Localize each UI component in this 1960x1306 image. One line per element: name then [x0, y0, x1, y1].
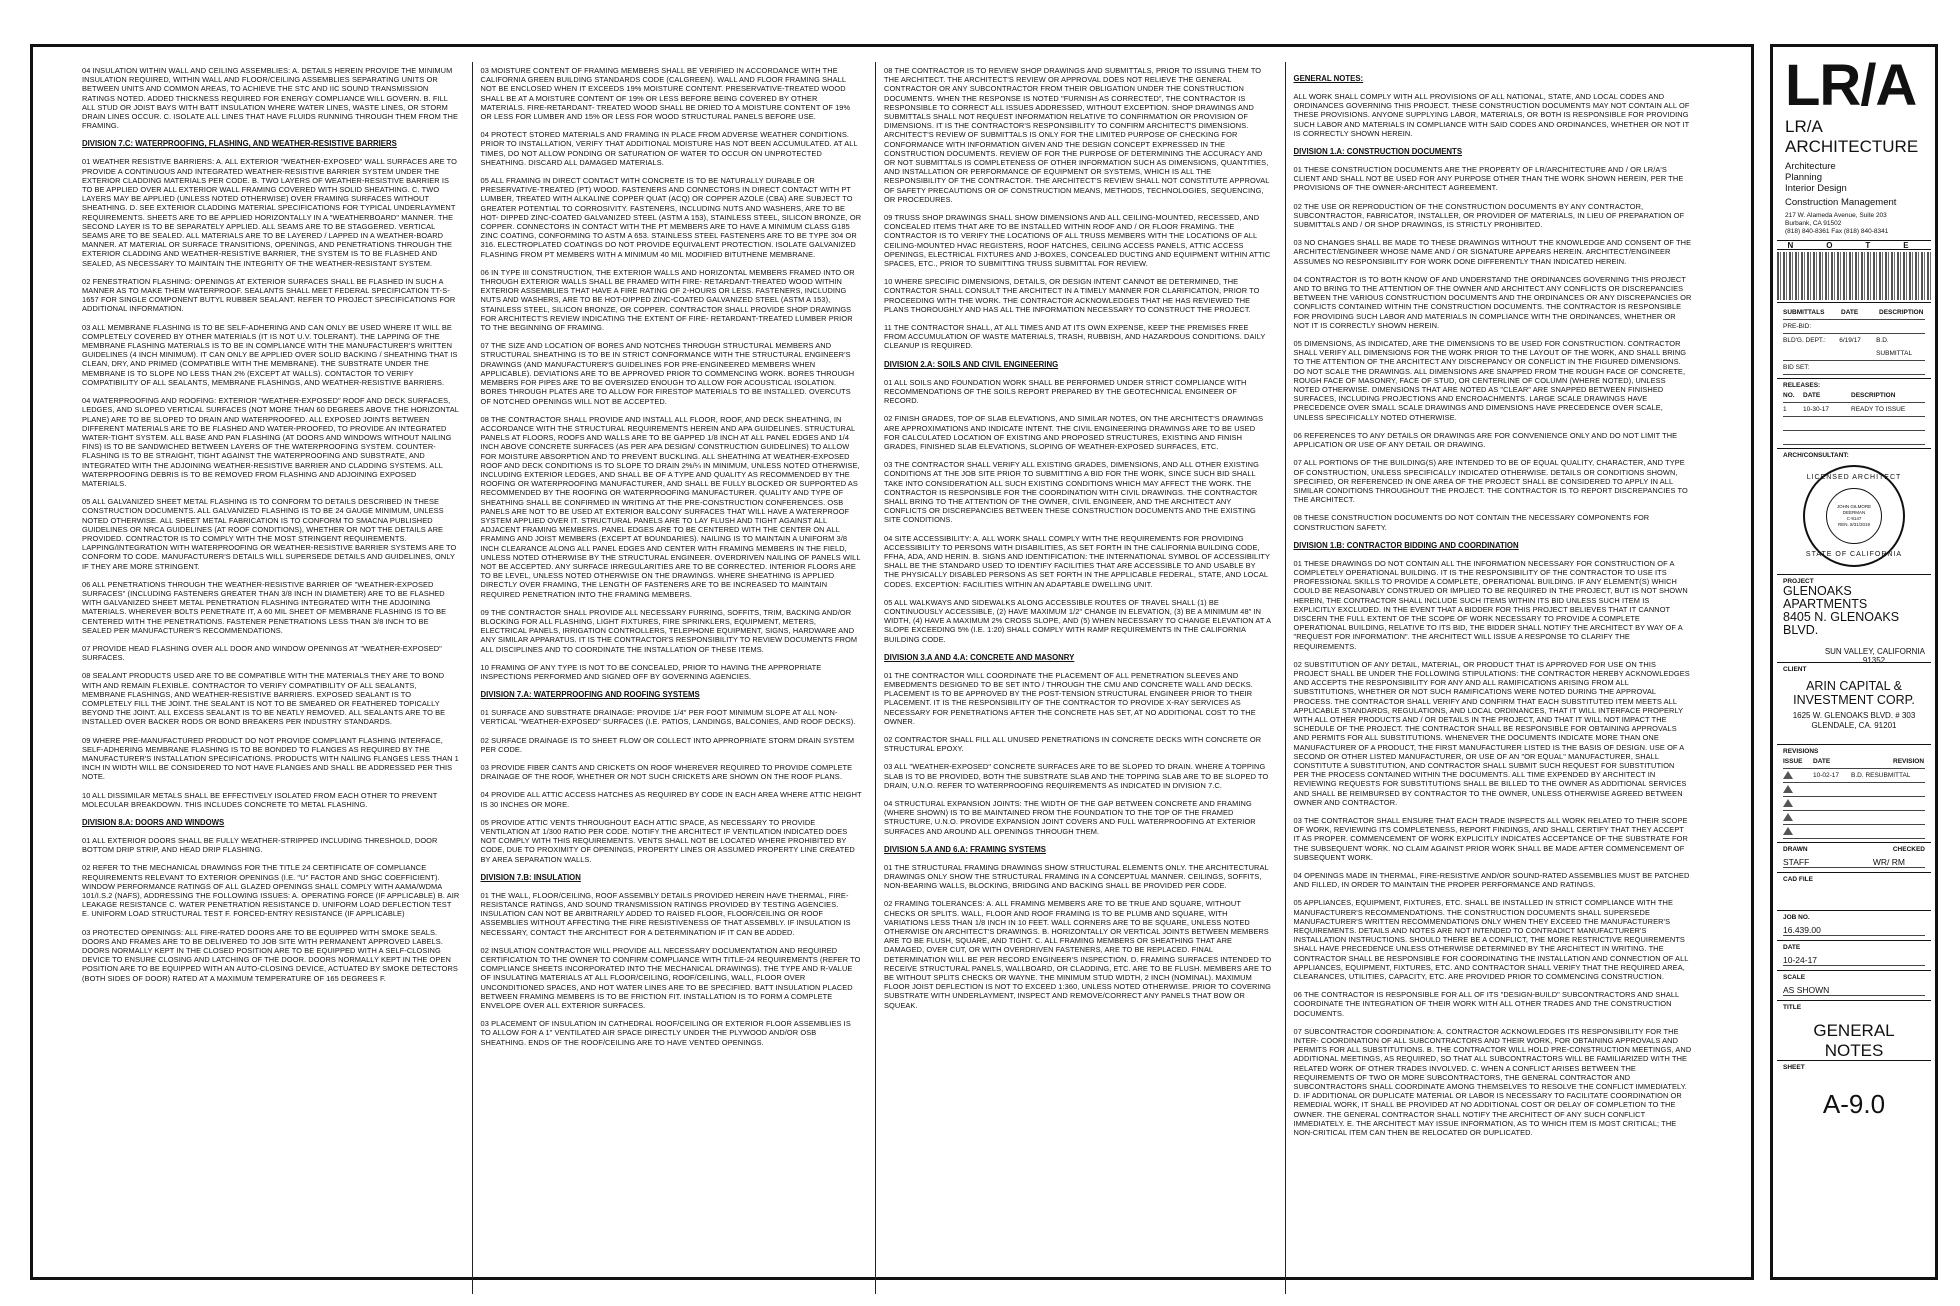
notes-column-4 — [1285, 62, 1704, 1294]
sheet-label: SHEET — [1783, 1064, 1805, 1071]
notes-bar-letter: T — [1865, 240, 1883, 250]
releases-header: DESCRIPTION — [1851, 392, 1896, 399]
note-paragraph: 08 THE CONTRACTOR SHALL PROVIDE AND INSTALL ALL FLOOR, ROOF, AND DECK SHEATHING, IN ACCORDANCE WITH THE STRUCTURAL REQUIREMENTS HEREIN AND APA GUIDELINES. STRUCTURAL PANELS AT FLOORS, ROOFS AND WALLS ARE TO BE GAPPED 1/8 INCH AT ALL PANEL EDGES AND 1/4 INCH ABOVE CONCRETE SURFACES (AS PER APA DESIGN/ CONSTRUCTION GUIDELINES) TO ALLOW FOR MOISTURE ABSORPTION AND TO PREVENT BUCKLING. ALL SHEATHING AT WEATHER-EXPOSED ROOF AND DECK CONDITIONS IS TO SLOPE TO DRAIN 2%/¼ IN MINIMUM, UNLESS NOTED OTHERWISE, INCLUDING EXTERIOR LEDGES, AND SHALL BE OF A TYPE AND QUALITY AS RECOMMENDED BY THE ROOFING OR WATERPROOFING MANUFACTURER, AND SHALL BE FULLY BLOCKED OR SUPPORTED AS RECOMMENDED BY THE ROOFING OR WATERPROOFING MANUFACTURER. QUALITY AND TYPE OF SHEATHING SHALL BE CONFIRMED IN WRITING AT THE PRE-CONSTRUCTION CONFERENCES. OSB PANELS ARE NOT TO BE USED AT EXTERIOR BALCONY SURFACES THAT WILL HAVE A WATERPROOF SYSTEM APPLIED OVER IT. STRUCTURAL PANELS ARE TO LAY FLUSH AND TIGHT AGAINST ALL ADJACENT FRAMING MEMBERS. PANEL EDGES ARE TO BE CENTERED WITH THE CENTER ON ALL FRAMING AND JOIST MEMBERS (EXCEPT AT BOUNDARIES). NAILING IS TO MAINTAIN A UNIFORM 3/8 INCH CLEARANCE ALONG ALL PANEL EDGES AND CENTER WITH FRAMING MEMBERS IN THE FIELD, UNLESS NOTED OTHERWISE BY THE STRUCTURAL ENGINEER. OVERDRIVEN NAILING OF PANELS WILL NOT BE ACCEPTED. ANY SURFACE IRREGULARITIES ARE TO BE CORRECTED. INTERIOR FLOORS ARE TO BE LEVEL, UNLESS NOTED OTHERWISE ON THE DRAWINGS. WHERE SHEATHING IS APPLIED DIRECTLY OVER FRAMING, THE LENGTH OF FASTENERS ARE TO BE INCREASED TO MAINTAIN REQUIRED PENETRATION INTO THE FRAMING MEMBERS. — [480, 414, 861, 599]
division-heading: DIVISION 7.A: WATERPROOFING AND ROOFING SYSTEMS — [480, 690, 700, 700]
date-label: DATE — [1783, 944, 1801, 951]
notes-bar-letter: O — [1826, 240, 1845, 250]
revision-delta-icon — [1783, 785, 1793, 793]
note-paragraph: 04 PROTECT STORED MATERIALS AND FRAMING IN PLACE FROM ADVERSE WEATHER CONDITIONS. PRIOR TO INSTALLATION, VERIFY THAT ADDITIONAL MOISTURE HAS NOT BEEN ACCUMULATED. AT ALL TIMES, DO NOT ALLOW PONDING OR SATURATION OF WATER TO OCCUR ON UNPROTECTED SHEATHING. DISCARD ALL DAMAGED MATERIALS. — [480, 130, 858, 167]
title-block — [1770, 44, 1938, 1280]
note-paragraph: ALL WORK SHALL COMPLY WITH ALL PROVISIONS OF ALL NATIONAL, STATE, AND LOCAL CODES AND ORDINANCES GOVERNING THIS PROJECT. THESE CONSTRUCTION DOCUMENTS MAY NOT CONTAIN ALL OF THESE PROVISIONS. ANYONE SUPPLYING LABOR, MATERIALS, OR BOTH IS RESPONSIBLE FOR PROVIDING SUCH LABOR AND MATERIALS IN COMPLIANCE WITH SAID CODES AND ORDINANCES, WHETHER OR NOT IT IS CORRECTLY SHOWN HEREIN. — [1293, 92, 1690, 138]
note-paragraph: 03 PROVIDE FIBER CANTS AND CRICKETS ON ROOF WHEREVER REQUIRED TO PROVIDE COMPLETE DRAINAGE OF THE ROOF, WHETHER OR NOT SUCH CRICKETS ARE SHOWN ON THE ROOF PLANS. — [480, 763, 853, 782]
note-paragraph: 01 SURFACE AND SUBSTRATE DRAINAGE: PROVIDE 1/4" PER FOOT MINIMUM SLOPE AT ALL NON-VERTICAL "WEATHER-EXPOSED" SURFACES (I.E. PATIOS, LANDINGS, BALCONIES, AND ROOF DECKS). — [480, 708, 856, 727]
fine-print-block — [1777, 252, 1931, 300]
division-heading: DIVISION 8.A: DOORS AND WINDOWS — [82, 818, 225, 828]
project-name: GLENOAKS APARTMENTS — [1783, 584, 1868, 611]
release-description: READY TO ISSUE — [1851, 406, 1906, 413]
notes-bar-letter: E — [1903, 240, 1921, 250]
revisions-table — [1777, 744, 1931, 842]
note-paragraph: 01 ALL EXTERIOR DOORS SHALL BE FULLY WEATHER-STRIPPED INCLUDING THRESHOLD, DOOR BOTTOM DRIP STRIP, AND HEAD DRIP FLASHING. — [82, 836, 438, 855]
note-paragraph: 02 INSULATION CONTRACTOR WILL PROVIDE ALL NECESSARY DOCUMENTATION AND REQUIRED CERTIFICATION TO THE OWNER TO CONFIRM COMPLIANCE WITH TITLE-24 REQUIREMENTS (REFER TO COMPLIANCE SHEETS INCORPORATED INTO THE MECHANICAL DRAWINGS). THE TYPE AND R-VALUE OF INSULATING MATERIALS AT ALL FLOOR/CEILING, ROOF/CEILING, WALL, FLOOR OVER UNCONDITIONED SPACES, AND HOT WATER LINES ARE TO BE SPECIFIED. BATT INSULATION PLACED BETWEEN FRAMING MEMBERS IS TO BE FRICTION FIT. INSTALLATION IS TO FORM A COMPLETE ENVELOPE OVER ALL EXTERIOR SURFACES. — [480, 945, 861, 1011]
firm-service: Construction Management — [1785, 197, 1897, 208]
note-paragraph: 01 WEATHER RESISTIVE BARRIERS: A. ALL EXTERIOR "WEATHER-EXPOSED" WALL SURFACES ARE TO PROVIDE A CONTINUOUS AND INTEGRATED WEATHER-RESISTIVE BARRIER SYSTEM UNDER THE EXTERIOR CLADDING MATERIALS PER CODE. B. TWO LAYERS OF WEATHER-RESISTIVE BARRIER IS TO BE APPLIED OVER ALL EXTERIOR WALL FRAMING COVERED WITH SOLID SHEATHING. C. TWO LAYERS MAY BE APPLIED (UNLESS NOTED OTHERWISE) OVER FRAMING SURFACES WITHOUT SHEATHING. D. SEE EXTERIOR CLADDING MATERIAL SPECIFICATIONS FOR TYPICAL UNDERLAYMENT REQUIREMENTS. SHEETS ARE TO BE APPLIED HORIZONTALLY IN A "WEATHERBOARD" MANNER. THE SECOND LAYER IS TO BE SEPARATELY APPLIED. ALL SEAMS ARE TO BE STAGGERED. VERTICAL SEAMS ARE TO BE SEALED. ALL MATERIALS ARE TO BE LAYERED / LAPPED IN A WEATHER-BOARD MANNER. AT MATERIAL OR SURFACE TRANSITIONS, OPENINGS, AND PENETRATIONS THROUGH THE EXTERIOR CLADDING AND WEATHER-RESISTIVE BARRIER, THE SYSTEM IS TO BE FLASHED AND SEALED, AS NECESSARY TO MAINTAIN THE INTEGRITY OF THE WEATHER-RESISTANT SYSTEM. — [82, 157, 458, 268]
consultant-label: ARCH/CONSULTANT: — [1783, 452, 1849, 459]
note-paragraph: 06 THE CONTRACTOR IS RESPONSIBLE FOR ALL OF ITS "DESIGN-BUILD" SUBCONTRACTORS AND SHALL COORDINATE THE INTEGRATION OF THEIR WORK WITH ALL OTHER TRADES AND THE CONSTRUCTION DOCUMENTS. — [1293, 990, 1679, 1018]
drawn-field — [1777, 842, 1931, 872]
note-paragraph: 06 REFERENCES TO ANY DETAILS OR DRAWINGS ARE FOR CONVENIENCE ONLY AND DO NOT LIMIT THE APPLICATION OR USE OF ANY DETAIL OR DRAWING. — [1293, 430, 1678, 450]
note-paragraph: 04 WATERPROOFING AND ROOFING: EXTERIOR "WEATHER-EXPOSED" ROOF AND DECK SURFACES, LEDGES, AND SLOPED VERTICAL SURFACES (NOT MORE THAN 60 DEGREES ABOVE THE HORIZONTAL PLANE) ARE TO BE SLOPED TO DRAIN AND WATERPROOFED. ALL EXPOSED JOINTS BETWEEN DIFFERENT MATERIALS ARE TO BE FLASHED AND WATER-PROOFED, TO PROVIDE AN INTEGRATED WATER-TIGHT SYSTEM. ALL BASE AND PAN FLASHING (AT DOORS AND WINDOWS WITHOUT NAILING FINS) IS TO BE SANDWICHED BETWEEN LAYERS OF THE WATERPROOFING SYSTEM. COUNTER-FLASHING IS TO BE STRAIGHT, TIGHT AGAINST THE WATERPROOFING AND SUBSTRATE, AND INTEGRATED WITH THE ADJOINING WEATHER-RESISTIVE BARRIER AND CLADDING SYSTEMS. ALL WATERPROOFING DEBRIS IS TO BE REMOVED FROM FLASHING AND ADJOINING EXPOSED MATERIALS. — [82, 396, 459, 488]
client-address: 1625 W. GLENOAKS BLVD. # 303 — [1792, 711, 1916, 720]
seal-center — [1826, 488, 1882, 544]
project-section — [1777, 574, 1931, 665]
client-section — [1777, 662, 1931, 744]
note-paragraph: 03 THE CONTRACTOR SHALL VERIFY ALL EXISTING GRADES, DIMENSIONS, AND ALL OTHER EXISTING CONDITIONS AT THE JOB SITE PRIOR TO SUBMITTING A BID FOR THE WORK, SINCE SUCH BID SHALL TAKE INTO CONSIDERATION ALL SUCH EXISTING CONDITIONS WHICH MAY AFFECT THE WORK. THE CONTRACTOR IS RESPONSIBLE FOR THE COORDINATION WITH CIVIL DRAWINGS. THE CONTRACTOR SHALL BRING TO THE ATTENTION OF THE OWNER, CIVIL ENGINEER, AND THE ARCHITECT ANY CONFLICTS OR DISCREPANCIES BETWEEN THESE CONSTRUCTION DOCUMENTS AND THE EXISTING SITE CONDITIONS. — [884, 460, 1259, 525]
submittal-label: BID SET: — [1783, 364, 1810, 371]
checked-label: CHECKED — [1892, 846, 1925, 853]
division-heading: DIVISION 5.A AND 6.A: FRAMING SYSTEMS — [884, 844, 1046, 854]
job-number-label: JOB NO. — [1783, 914, 1810, 921]
project-label: PROJECT — [1783, 578, 1814, 585]
releases-header: NO. — [1783, 392, 1795, 399]
note-paragraph: 04 SITE ACCESSIBILITY: A. ALL WORK SHALL COMPLY WITH THE REQUIREMENTS FOR PROVIDING ACCESSIBILITY TO PERSONS WITH DISABILITIES, AS SET FORTH IN THE CALIFORNIA BUILDING CODE, FFHA, ADA, AND HERIN. B. SIGNS AND IDENTIFICATION: THE INTERNATIONAL SYMBOL OF ACCESSIBILITY SHALL BE THE STANDARD USED TO IDENTIFY FACILITIES THAT ARE ACCESSIBLE TO AND USABLE BY THE PHYSICALLY DISABLED PERSONS AS SET FORTH IN THE APPLICABLE FEDERAL, STATE, AND LOCAL CODES. EXCEPTION: FACILITIES WITHIN AN ADAPTABLE DWELLING UNIT. — [884, 533, 1270, 589]
note-paragraph: 01 THE CONTRACTOR WILL COORDINATE THE PLACEMENT OF ALL PENETRATION SLEEVES AND EMBEDMENTS DESIGNED TO BE SET INTO / THROUGH THE CMU AND CONCRETE WALL AND DECKS. PLACEMENT IS TO BE APPROVED BY THE POST-TENSION STRUCTURAL ENGINEER PRIOR TO THEIR PLACEMENT. IT IS THE RESPONSIBILITY OF THE CONTRACTOR TO PROVIDE X-RAY SERVICES AS NECESSARY FOR PENETRATIONS AFTER THE CONCRETE HAS SET, AT NO ADDITIONAL COST TO THE OWNER. — [884, 670, 1256, 726]
cad-file-label: CAD FILE — [1783, 876, 1813, 883]
client-city: GLENDALE, CA. 91201 — [1811, 721, 1897, 730]
revision-delta-icon — [1783, 827, 1793, 835]
firm-logo: LR/A — [1785, 53, 1917, 118]
notes-column-1 — [74, 62, 472, 1294]
note-paragraph: 08 THESE CONSTRUCTION DOCUMENTS DO NOT CONTAIN THE NECESSARY COMPONENTS FOR CONSTRUCTION SAFETY. — [1293, 513, 1650, 532]
architect-seal — [1803, 465, 1905, 567]
release-number: 1 — [1783, 406, 1787, 413]
notes-column-3 — [875, 62, 1285, 1294]
note-paragraph: 03 PLACEMENT OF INSULATION IN CATHEDRAL ROOF/CEILING OR EXTERIOR FLOOR ASSEMBLIES IS TO ALLOW FOR A 1" VENTILATED AIR SPACE DIRECTLY UNDER THE PLYWOOD AND/OR OSB SHEATHING. ENDS OF THE ROOF/CEILING ARE TO HAVE VENTED OPENINGS. — [480, 1019, 851, 1047]
notes-area — [74, 62, 1704, 1294]
note-paragraph: 05 ALL GALVANIZED SHEET METAL FLASHING IS TO CONFORM TO DETAILS DESCRIBED IN THESE CONSTRUCTION DOCUMENTS. ALL GALVANIZED FLASHING IS TO BE 24 GAUGE MINIMUM, UNLESS NOTED OTHERWISE. ALL SHEET METAL FABRICATION IS TO CONFORM TO SMACNA PUBLISHED GUIDELINES OR NRCA GUIDELINES (AT ROOF CONDITIONS), WHETHER OR NOT THE DETAILS ARE PROVIDED. CONTRACTOR IS TO COMPLY WITH THE MOST STRINGENT REQUIREMENTS. LAPPING/INTEGRATION WITH WATERPROOFING OR WEATHER-RESISTIVE BARRIER SYSTEMS ARE TO CONFORM TO CODE. MANUFACTURER'S DETAILS WILL SUPERSEDE DETAILS AND GUIDELINES, ONLY IF THEY ARE MORE STRINGENT. — [82, 497, 457, 571]
scale-label: SCALE — [1783, 974, 1806, 981]
note-paragraph: 01 THESE CONSTRUCTION DOCUMENTS ARE THE PROPERTY OF LR/ARCHITECTURE AND / OR LR/A'S CLIENT AND SHALL NOT BE USED FOR ANY PURPOSE OTHER THAN THE WORK SHOWN HEREIN, PER THE PROVISIONS OF THE OWNER-ARCHITECT AGREEMENT. — [1293, 165, 1684, 193]
revisions-header: ISSUE — [1783, 758, 1803, 765]
firm-phone: (818) 840-8361 Fax (818) 840-8341 — [1785, 228, 1889, 235]
releases-label: RELEASES: — [1783, 382, 1821, 389]
note-paragraph: 04 PROVIDE ALL ATTIC ACCESS HATCHES AS REQUIRED BY CODE IN EACH AREA WHERE ATTIC HEIGHT IS 30 INCHES OR MORE. — [480, 790, 862, 809]
firm-address: 217 W. Alameda Avenue, Suite 203 — [1785, 212, 1887, 219]
seal-line: C-9147 — [1846, 516, 1862, 521]
division-heading: DIVISION 3.A AND 4.A: CONCRETE AND MASONRY — [884, 652, 1075, 662]
title-label: TITLE — [1783, 1004, 1802, 1011]
note-paragraph: 01 THE WALL, FLOOR/CEILING, ROOF ASSEMBLY DETAILS PROVIDED HEREIN HAVE THERMAL, FIRE-RESISTANCE RATINGS, AND SOUND TRANSMISSION RATINGS PROVIDED BY TESTING AGENCIES. INSULATION CAN NOT BE ARBITRARILY ADDED TO RAISED FLOOR, FLOOR/CEILING OR ROOF ASSEMBLIES WITHOUT AFFECTING THE FIRE RESISTIVENESS OF THAT ASSEMBLY. IF INSULATION IS NECESSARY, CONTACT THE ARCHITECT FOR A DETERMINATION IF IT CAN BE ADDED. — [480, 890, 851, 937]
note-paragraph: 09 WHERE PRE-MANUFACTURED PRODUCT DO NOT PROVIDE COMPLIANT FLASHING INTERFACE, SELF-ADHERING MEMBRANE FLASHING IS TO BE BONDED TO FLANGES AS REQUIRED BY THE MANUFACTURER'S INSTALLATION SPECIFICATIONS. PRODUCTS WITH NAILING FLANGES LESS THAN 1 INCH IN WIDTH WILL BE CONSIDERED TO NOT HAVE FLANGES AND SHALL BE ADDRESSED PER THIS NOTE. — [82, 735, 459, 782]
project-zip: 91352 — [1862, 656, 1886, 665]
releases-header: DATE — [1803, 392, 1821, 399]
notes-bar — [1777, 240, 1931, 250]
releases-table — [1777, 378, 1931, 448]
note-paragraph: 02 THE USE OR REPRODUCTION OF THE CONSTRUCTION DOCUMENTS BY ANY CONTRACTOR, SUBCONTRACTOR, FABRICATOR, INSTALLER, OR PROVIDER OF MATERIALS, IN LIEU OF PREPARATION OF SUBMITTALS AND / OR SHOP DRAWINGS, IS STRICTLY PROHIBITED. — [1293, 201, 1685, 230]
note-paragraph: 03 PROTECTED OPENINGS: ALL FIRE-RATED DOORS ARE TO BE EQUIPPED WITH SMOKE SEALS. DOORS AND FRAMES ARE TO BE DELIVERED TO JOB SITE WITH PERMANENT APPROVED LABELS. DOORS NORMALLY KEPT IN THE CLOSED POSITION ARE TO BE EQUIPPED WITH A SELF-CLOSING DEVICE TO ENSURE CLOSING AND LATCHING OF THE DOOR. DOORS NORMALLY KEPT IN THE OPEN POSITION ARE TO BE EQUIPPED WITH AN AUTO-CLOSING DEVICE, ACTUATED BY SMOKE DETECTORS (BOTH SIDES OF DOOR) RATED AT A MAXIMUM TEMPERATURE OF 165 DEGREES F. — [82, 927, 458, 983]
note-paragraph: 02 CONTRACTOR SHALL FILL ALL UNUSED PENETRATIONS IN CONCRETE DECKS WITH CONCRETE OR STRUCTURAL EPOXY. — [884, 734, 1262, 754]
note-paragraph: 10 WHERE SPECIFIC DIMENSIONS, DETAILS, OR DESIGN INTENT CANNOT BE DETERMINED, THE CONTRACTOR SHALL CONSULT THE ARCHITECT IN A TIMELY MANNER FOR CLARIFICATION, PRIOR TO PROCEEDING WITH THE WORK. THE CONTRACTOR ACKNOWLEDGES THAT HE HAS REVIEWED THE PLANS THOROUGHLY AND HAS ALL THE INFORMATION NECESSARY TO CONSTRUCT THE PROJECT. — [884, 277, 1260, 314]
firm-service: Interior Design — [1785, 183, 1847, 194]
revision-delta-icon — [1783, 799, 1793, 807]
note-paragraph: 02 SUBSTITUTION OF ANY DETAIL, MATERIAL, OR PRODUCT THAT IS APPROVED FOR USE ON THIS PROJECT SHALL BE UNDER THE FOLLOWING STIPULATIONS: THE CONTRACTOR HEREBY ACKNOWLEDGES AND ACCEPTS THE RESPONSIBILITY FOR ANY AND ALL RAMIFICATIONS ARISING FROM ALL SUBSTITUTIONS, WHETHER OR NOT SUCH RAMIFICATIONS WERE NOTED DURING THE APPROVAL PROCESS. THE CONTRACTOR SHALL VERIFY AND CONFIRM THAT EACH SUBSTITUTED ITEM MEETS ALL APPLICABLE STANDARDS, REGULATIONS, AND LOCAL ORDINANCES, THAT IT WILL INTERFACE PROPERLY WITH ALL OTHER PRODUCTS AND / OR DETAILS IN THE PROJECT, AND THAT IT WILL NOT IMPACT THE SCHEDULE OF THE PROJECT. THE CONTRACTOR SHALL BE RESPONSIBLE FOR OBTAINING APPROVALS AND PERMITS FOR ALL SUBSTITUTIONS. WHENEVER THE DOCUMENTS INDICATE MORE THAN ONE MANUFACTURER OF A PRODUCT, THE FIRST MANUFACTURER LISTED IS THE BASIS OF DESIGN. USE OF A SECOND OR OTHER LISTED MANUFACTURER, OR USE OF AN "OR EQUAL" MANUFACTURER, SHALL CONSTITUTE A SUBSTITUTION, AND CONTRACTOR SHALL SUBMIT SUCH REQUEST FOR SUBSTITUTION PER THE PROCESS CONTAINED WITHIN THE DOCUMENTS. ALL TIME EXPENDED BY ARCHITECT IN REVIEWING REQUESTS FOR SUBSTITUTIONS SHALL BE BILLED TO THE OWNER AS ADDITIONAL SERVICES AND SHALL BE REIMBURSED BY CONTRACTOR TO THE OWNER, UNLESS OTHERWISE AGREED BETWEEN OWNER AND CONTRACTOR. — [1293, 659, 1690, 807]
division-heading: DIVISION 1.A: CONSTRUCTION DOCUMENTS — [1293, 147, 1463, 157]
revision-date: 10-02-17 — [1813, 772, 1840, 779]
note-paragraph: 07 ALL PORTIONS OF THE BUILDING(S) ARE INTENDED TO BE OF EQUAL QUALITY, CHARACTER, AND TYPE OF CONSTRUCTION, UNLESS SPECIFICALLY INDICATED OTHERWISE. DETAILS OR CONDITIONS SHOWN, SPECIFIED, OR REFERENCED IN ONE AREA OF THE PROJECT SHALL BE CONSIDERED TO APPLY IN ALL SIMILAR CONDITIONS THROUGHOUT THE PROJECT. THE CONTRACTOR IS TO REPORT DISCREPANCIES TO THE ARCHITECT. — [1293, 458, 1688, 505]
division-heading: GENERAL NOTES: — [1293, 74, 1364, 83]
submittals-header: SUBMITTALS — [1783, 309, 1825, 316]
note-paragraph: 11 THE CONTRACTOR SHALL, AT ALL TIMES AND AT ITS OWN EXPENSE, KEEP THE PREMISES FREE FROM ACCUMULATION OF WASTE MATERIALS, TRASH, RUBBISH, AND HAZARDOUS CONDITIONS. DAILY CLEANUP IS REQUIRED. — [884, 323, 1266, 351]
note-paragraph: 08 THE CONTRACTOR IS TO REVIEW SHOP DRAWINGS AND SUBMITTALS, PRIOR TO ISSUING THEM TO THE ARCHITECT. THE ARCHITECT'S REVIEW OR APPROVAL DOES NOT RELIEVE THE GENERAL CONTRACTOR OR ANY SUBCONTRACTOR FROM THEIR OBLIGATION UNDER THE CONSTRUCTION DOCUMENTS. WHEN THE RESPONSE IS NOTED "FURNISH AS CORRECTED", THE CONTRACTOR IS RESPONSIBLE TO CORRECT ALL ISSUES ADDRESSED, WITHOUT EXCEPTION. SHOP DRAWINGS AND SUBMITTALS SHALL NOT REQUEST INFORMATION RELATIVE TO CONFIRMATION OR PROVISION OF DIMENSIONS. IT IS THE CONTRACTOR'S RESPONSIBILITY TO CONFIRM ARCHITECT'S DIMENSIONS. ARCHITECT'S REVIEW OF SUBMITTALS IS ONLY FOR THE LIMITED PURPOSE OF CHECKING FOR CONFORMANCE WITH INFORMATION GIVEN AND THE DESIGN CONCEPT EXPRESSED IN THE CONSTRUCTION DOCUMENTS. REVIEW OF FOR THE PURPOSE OF DETERMINING THE ACCURACY AND OR NOT SUBMITTALS IS COMPLETENESS OF OTHER INFORMATION SUCH AS DIMENSIONS, QUANTITIES, AND INSTALLATION OR PERFORMANCE OF EQUIPMENT OR SYSTEMS, WHICH IS ALL THE RESPONSIBILITY OF THE CONTRACTOR. THE ARCHITECT'S REVIEW SHALL NOT CONSTITUTE APPROVAL OF SAFETY PRECAUTIONS OR OF CONSTRUCTION MEANS, METHODS, TECHNOLOGIES, SEQUENCING, OR PROCEDURES. — [884, 66, 1270, 204]
revision-description: B.D. RESUBMITTAL — [1851, 772, 1911, 779]
note-paragraph: 02 SURFACE DRAINAGE IS TO SHEET FLOW OR COLLECT INTO APPROPRIATE STORM DRAIN SYSTEM PER CODE. — [480, 735, 855, 754]
notes-column-2 — [472, 62, 876, 1294]
note-paragraph: 04 OPENINGS MADE IN THERMAL, FIRE-RESISTIVE AND/OR SOUND-RATED ASSEMBLIES MUST BE PATCHED AND FILLED, IN ORDER TO MAINTAIN THE PROPER PERFORMANCE AND RATINGS. — [1293, 871, 1690, 890]
consultant-section — [1777, 448, 1931, 574]
submittal-date: 6/19/17 — [1839, 337, 1861, 344]
title-field — [1777, 1000, 1931, 1060]
release-date: 10-30-17 — [1803, 406, 1830, 413]
note-paragraph: 03 MOISTURE CONTENT OF FRAMING MEMBERS SHALL BE VERIFIED IN ACCORDANCE WITH THE CALIFORNIA GREEN BUILDING STANDARDS CODE (CALGREEN). WALL AND FLOOR FRAMING SHALL NOT BE ENCLOSED WHEN IT EXCEEDS 19% MOISTURE CONTENT. PRESERVATIVE-TREATED WOOD SHALL BE AT A MOISTURE CONTENT OF 19% OR LESS BEFORE BEING COVERED BY OTHER MATERIALS. FIRE-RETARDANT- TREATED WOOD SHALL BE DRIED TO A MOISTURE CONTENT OF 19% OR LESS FOR LUMBER AND 15% OR LESS FOR WOOD STRUCTURAL PANELS BEFORE USE. — [480, 66, 851, 122]
sheet-title: GENERAL NOTES — [1813, 1021, 1895, 1060]
note-paragraph: 04 INSULATION WITHIN WALL AND CEILING ASSEMBLIES: A. DETAILS HEREIN PROVIDE THE MINIMUM INSULATION REQUIRED, WITHIN WALL AND FLOOR/CEILING ASSEMBLIES SEPARATING UNITS OR BETWEEN UNITS AND COMMON AREAS, TO ACHIEVE THE STC AND IIC SOUND TRANSMISSION RATINGS NOTED. ADDED THICKNESS REQUIRED FOR ENERGY COMPLIANCE WILL GOVERN. B. FILL ALL STUD OR JOIST BAYS WITH BATT INSULATION WHERE WATER LINES, WASTE LINES, OR STORM DRAIN LINES OCCUR. C. ISOLATE ALL LINES THAT HAVE FLUIDS RUNNING THROUGH THEM FROM THE FRAMING. — [82, 66, 458, 131]
submittals-table — [1777, 302, 1931, 378]
revisions-header: DATE — [1813, 758, 1831, 765]
note-paragraph: 06 ALL PENETRATIONS THROUGH THE WEATHER-RESISTIVE BARRIER OF "WEATHER-EXPOSED SURFACES" (INCLUDING FASTENERS GREATER THAN 3/8 INCH IN DIAMETER) ARE TO BE FLASHED WITH GALVANIZED SHEET METAL PENETRATION FLASHING INTEGRATED WITH THE ADJOINING MATERIALS. WHEREVER BOLTS PENETRATE IT, A 60 MIL SHEET OF MEMBRANE FLASHING IS TO BE CENTERED WITH THE PENETRATIONS. FASTENER PENETRATIONS LESS THAN 3/8 INCH TO BE SEALED PER MANUFACTURER'S RECOMMENDATIONS. — [82, 579, 447, 635]
submittal-label: PRE-BID: — [1783, 323, 1812, 330]
note-paragraph: 02 FENESTRATION FLASHING: OPENINGS AT EXTERIOR SURFACES SHALL BE FLASHED IN SUCH A MANNER AS TO MAKE THEM WATERPROOF. SEALANTS SHALL MEET FEDERAL SPECIFICATION TT-S-1657 FOR SINGLE COMPONENT BUTYL RUBBER SEALANT. REFER TO PROJECT SPECIFICATIONS FOR ADDITIONAL INFORMATION. — [82, 276, 456, 314]
drawn-label: DRAWN — [1783, 846, 1808, 853]
note-paragraph: 05 ALL FRAMING IN DIRECT CONTACT WITH CONCRETE IS TO BE NATURALLY DURABLE OR PRESERVATIVE-TREATED (PT) WOOD. FASTENERS AND CONNECTORS IN DIRECT CONTACT WITH PT LUMBER, TREATED WITH ALKALINE COPPER QUAT (ACQ) OR COPPER AZOLE (CBA) ARE SUBJECT TO GREATER POTENTIAL TO CORROSIVITY. FASTENERS, INCLUDING NUTS AND WASHERS, ARE TO BE HOT- DIPPED ZINC-COATED GALVANIZED STEEL (ASTM A 153), STAINLESS STEEL, SILICON BRONZE, OR COPPER. CONNECTORS IN CONTACT WITH THE PT MEMBERS ARE TO HAVE A MINIMUM CLASS G185 ZINC COATING, CONFORMING TO ASTM A 653. STAINLESS STEEL FASTENERS ARE TO BE TYPE 304 OR 316. ELECTROPLATED COATINGS DO NOT PROVIDE EQUIVALENT PROTECTION. ISOLATE GALVANIZED FLASHING FROM PT MEMBERS WITH A MINIMUM 40 MIL MODIFIED BITUTHENE MEMBRANE. — [480, 176, 862, 259]
note-paragraph: 05 PROVIDE ATTIC VENTS THROUGHOUT EACH ATTIC SPACE, AS NECESSARY TO PROVIDE VENTILATION AT 1/300 RATIO PER CODE. NOTIFY THE ARCHITECT IF VENTILATION INDICATED DOES NOT COMPLY WITH THIS REQUIREMENTS. VENTS SHALL NOT BE LOCATED WHERE PROHIBITED BY CODE, DUE TO PROXIMITY OF OPENINGS, PROPERTY LINES OR ASSUMED PROPERTY LINE CREATED BY AREA SEPARATION WALLS. — [480, 817, 855, 864]
client-name: INVESTMENT CORP. — [1793, 693, 1915, 707]
note-paragraph: 02 FINISH GRADES, TOP OF SLAB ELEVATIONS, AND SIMILAR NOTES, ON THE ARCHITECT'S DRAWINGS ARE APPROXIMATIONS AND INDICATE INTENT. THE CIVIL ENGINEERING DRAWINGS ARE TO BE USED FOR CALCULATED LOCATION OF EXISTING AND PROPOSED STRUCTURES, EXISTING AND FINISH GRADES, FINISHED SLAB ELEVATIONS, SLOPING OF WEATHER-EXPOSED SURFACES, ETC. — [884, 414, 1264, 451]
note-paragraph: 03 NO CHANGES SHALL BE MADE TO THESE DRAWINGS WITHOUT THE KNOWLEDGE AND CONSENT OF THE ARCHITECT/ENGINEER WHOSE NAME AND / OR SIGNATURE APPEARS HEREIN. ARCHITECT/ENGINEER ASSUMES NO RESPONSIBILITY FOR WORK DONE DIFFERENTLY THAN INDICATED HEREIN. — [1293, 238, 1692, 266]
note-paragraph: 10 FRAMING OF ANY TYPE IS NOT TO BE CONCEALED, PRIOR TO HAVING THE APPROPRIATE INSPECTIONS PERFORMED AND SIGNED OFF BY GOVERNING AGENCIES. — [480, 662, 822, 681]
note-paragraph: 01 THE STRUCTURAL FRAMING DRAWINGS SHOW STRUCTURAL ELEMENTS ONLY. THE ARCHITECTURAL DRAWINGS ONLY SHOW THE STRUCTURAL FRAMING IN A CONCEPTUAL MANNER. CEILINGS, SOFFITS, NON-BEARING WALLS, BLOCKING, BRIDGING AND BACKING SHALL BE PROVIDED PER CODE. — [884, 862, 1269, 891]
note-paragraph: 02 REFER TO THE MECHANICAL DRAWINGS FOR THE TITLE 24 CERTIFICATE OF COMPLIANCE REQUIREMENTS RELEVANT TO EXTERIOR OPENINGS (I.E. "U" FACTOR AND SHGC COEFFICIENT). WINDOW PERFORMANCE RATINGS OF ALL GLAZED OPENINGS SHALL COMPLY WITH AAMA/WDMA 101/I.S.2 (NAFS), ADDRESSING THE FOLLOWING ISSUES: A. OPERATING FORCE (IF APPLICABLE) B. AIR LEAKAGE RESISTANCE C. WATER PENETRATION RESISTANCE D. UNIFORM LOAD DEFLECTION TEST E. UNIFORM LOAD STRUCTURAL TEST F. FORCED-ENTRY RESISTANCE (IF APPLICABLE) — [82, 863, 460, 919]
seal-line: JOHN GILMORE — [1836, 504, 1872, 509]
note-paragraph: 03 ALL MEMBRANE FLASHING IS TO BE SELF-ADHERING AND CAN ONLY BE USED WHERE IT WILL BE COMPLETELY COVERED BY OTHER MATERIALS (IT IS NOT U.V. TOLERANT). THE LAPPING OF THE MEMBRANE FLASHING MATERIALS IS TO BE IN COMPLIANCE WITH THE MANUFACTURER'S WRITTEN GUIDELINES (4 INCH MINIMUM). IT CAN ONLY BE APPLIED OVER SOLID BACKING / SHEATHING THAT IS CLEAN, DRY, AND PRIMED (COMPATIBLE WITH THE MEMBRANE). THE SUBSTRATE UNDER THE MEMBRANE IS TO SLOPE NO LESS THAN 2% (EXCEPT AT WALLS). CONTACTOR TO VERIFY COMPATIBILITY OF ALL SEALANTS, MEMBRANE FLASHINGS, AND WEATHER-RESISTIVE BARRIERS. — [82, 322, 458, 387]
note-paragraph: 05 ALL WALKWAYS AND SIDEWALKS ALONG ACCESSIBLE ROUTES OF TRAVEL SHALL (1) BE CONTINUOUSLY ACCESSIBLE, (2) HAVE MAXIMUM 1/2" CHANGE IN ELEVATION, (3) BE A MINIMUM 48" IN WIDTH, (4) HAVE A MAXIMUM 2% CROSS SLOPE, AND (5) WHEN NECESSARY TO CHANGE ELEVATION AT A SLOPE EXCEEDING 5% (I.E. 1:20) SHALL COMPLY WITH RAMP REQUIREMENTS IN THE CALIFORNIA BUILDING CODE. — [884, 597, 1271, 644]
note-paragraph: 07 THE SIZE AND LOCATION OF BORES AND NOTCHES THROUGH STRUCTURAL MEMBERS AND STRUCTURAL SHEATHING IS TO BE IN STRICT CONFORMANCE WITH THE STRUCTURAL ENGINEER'S DRAWINGS (AND MANUFACTURER'S GUIDELINES FOR PRE-ENGINEERED MEMBERS WHEN APPLICABLE). DEVIATIONS ARE TO BE APPROVED PRIOR TO COMMENCING WORK. BORES THROUGH MEMBERS FOR PIPES ARE TO BE OVERSIZED ENOUGH TO ALLOW FOR ACOUSTICAL ISOLATION. BORES THROUGH PLATES ARE TO ALLOW FOR FIRESTOP MATERIALS TO BE INSTALLED. OVERCUTS OF NOTCHED OPENINGS WILL NOT BE ACCEPTED. — [480, 341, 855, 406]
job-number-field — [1777, 910, 1931, 940]
date-field — [1777, 940, 1931, 970]
note-paragraph: 04 STRUCTURAL EXPANSION JOINTS: THE WIDTH OF THE GAP BETWEEN CONCRETE AND FRAMING (WHERE SHOWN) IS TO BE MAINTAINED FROM THE FOUNDATION TO THE TOP OF THE FRAMED STRUCTURE, U.N.O. PROVIDE EXPANSION JOINT COVERS AND FULL WATERPROOFING AT EXTERIOR SURFACES AND AROUND ALL OPENINGS THROUGH THEM. — [884, 799, 1256, 836]
note-paragraph: 04 CONTRACTOR IS TO BOTH KNOW OF AND UNDERSTAND THE ORDINANCES GOVERNING THIS PROJECT AND TO BRING TO THE ATTENTION OF THE OWNER AND ARCHITECT ANY CONFLICTS OR DISCREPANCIES BETWEEN THE VARIOUS CONSTRUCTION DOCUMENTS AND THE ORDINANCES OR ANY DISCREPANCIES OR CONFLICTS CONTAINED WITHIN THE CONSTRUCTION DOCUMENTS. THE CONTRACTOR IS RESPONSIBLE FOR PROVIDING SUCH LABOR AND MATERIALS IN COMPLIANCE WITH THE ORDINANCES, WHETHER OR NOT IT IS CORRECTLY SHOWN HEREIN. — [1293, 274, 1692, 330]
date-value: 10-24-17 — [1783, 955, 1925, 966]
seal-line: DEERMAN — [1842, 510, 1866, 515]
note-paragraph: 08 SEALANT PRODUCTS USED ARE TO BE COMPATIBLE WITH THE MATERIALS THEY ARE TO BOND WITH AND REMAIN FLEXIBLE. CONTRACTOR TO VERIFY COMPATIBILITY OF ALL SEALANTS, MEMBRANE FLASHINGS, AND WEATHER-RESISTIVE BARRIERS. EXPOSED SEALANT IS TO COMPLETELY FILL THE JOINT. THE SEALANT IS NOT TO BE SMEARED OR FEATHERED TOPICALLY BEYOND THE JOINT. ALL EXCESS SEALANT IS TO BE NEATLY REMOVED. ALL SEALANTS ARE TO BE INSTALLED OVER BACKER RODS OR BOND BREAKERS PER INDUSTRY STANDARDS. — [82, 671, 446, 727]
revision-delta-icon — [1783, 813, 1793, 821]
client-label: CLIENT — [1783, 666, 1807, 673]
note-paragraph: 05 APPLIANCES, EQUIPMENT, FIXTURES, ETC. SHALL BE INSTALLED IN STRICT COMPLIANCE WITH THE MANUFACTURER'S RECOMMENDATIONS. THE CONSTRUCTION DOCUMENTS SHALL SUPERSEDE MANUFACTURER'S WRITTEN RECOMMENDATIONS ONLY WHEN THEY EXCEED THE MANUFACTURER'S REQUIREMENTS. DETAILS AND NOTES ARE NOT INTENDED TO CONTRADICT MANUFACTURER'S INSTALLATION INSTRUCTIONS. SHOULD THERE BE A CONFLICT, THE MORE RESTRICTIVE REQUIREMENTS SHALL HAVE PRECEDENCE UNLESS OTHERWISE DETERMINED BY THE ARCHITECT IN WRITING. THE CONTRACTOR SHALL BE RESPONSIBLE FOR COORDINATING THE INSTALLATION AND CONNECTION OF ALL APPLIANCES, EQUIPMENT, FIXTURES, ETC. AND CONTRACTOR SHALL VERIFY THAT THE REQUIRED AREA, CLEARANCES, UTILITIES, CAPACITY, ETC. ARE PROVIDED PRIOR TO COMMENCING CONSTRUCTION. — [1293, 898, 1689, 982]
submittal-description: B.D. SUBMITTAL — [1876, 337, 1913, 357]
note-paragraph: 09 TRUSS SHOP DRAWINGS SHALL SHOW DIMENSIONS AND ALL CEILING-MOUNTED, RECESSED, AND CONCEALED ITEMS THAT ARE TO BE INSTALLED WITHIN ROOF AND / OR FLOOR FRAMING. THE CONTRACTOR IS TO VERIFY THE LOCATIONS OF ALL TRUSS MEMBERS WITH THE LOCATIONS OF ALL CEILING-MOUNTED HVAC REGISTERS, ROOF HATCHES, CEILING ACCESS PANELS, ATTIC ACCESS OPENINGS, ELECTRICAL FIXTURES AND J-BOXES, CONCEALED DUCTING AND EQUIPMENT WITHIN ATTIC SPACES, ETC., PRIOR TO SUBMITTING TRUSS SUBMITTAL FOR REVIEW. — [884, 213, 1271, 269]
note-paragraph: 05 DIMENSIONS, AS INDICATED, ARE THE DIMENSIONS TO BE USED FOR CONSTRUCTION. CONTRACTOR SHALL VERIFY ALL DIMENSIONS FOR THE WORK PRIOR TO THE LAYOUT OF THE WORK, AND SHALL BRING TO THE ATTENTION OF THE ARCHITECT ANY DISCREPANCY OR CONFLICT IN THE FIGURED DIMENSIONS. DO NOT SCALE THE DRAWINGS. ALL DIMENSIONS ARE SNAPPED FROM THE ROUGH FACE OF CONCRETE, ROUGH FACE OF MASONRY, FACE OF STUD, OR CENTERLINE OF COLUMN (WHERE NOTED), UNLESS NOTED OTHERWISE. DIMENSIONS THAT ARE NOTED AS "CLEAR" ARE SNAPPED BETWEEN FINISHED SURFACES, INCLUDING PROJECTIONS AND ENCROACHMENTS. LARGE SCALE DRAWINGS HAVE PRECEDENCE OVER SMALL SCALE DRAWINGS AND DIMENSIONS HAVE PRECEDENCE OVER SCALE, UNLESS SPECIFICALLY NOTED OTHERWISE. — [1293, 339, 1687, 422]
revisions-header: REVISION — [1893, 758, 1925, 765]
cad-file-field — [1777, 872, 1931, 910]
division-heading: DIVISION 7.C: WATERPROOFING, FLASHING, AND WEATHER-RESISTIVE BARRIERS — [82, 139, 397, 149]
firm-address: Burbank, CA 91502 — [1785, 220, 1842, 227]
note-paragraph: 06 IN TYPE III CONSTRUCTION, THE EXTERIOR WALLS AND HORIZONTAL MEMBERS FRAMED INTO OR THROUGH EXTERIOR WALLS SHALL BE FRAMED WITH FIRE- RETARDANT-TREATED WOOD WITHIN EXTERIOR ASSEMBLIES THAT HAVE A FIRE RATING OF 2-HOURS OR LESS. FASTENERS, INCLUDING NUTS AND WASHERS, ARE TO BE HOT-DIPPED ZINC-COATED GALVANIZED STEEL (ASTM A 153), STAINLESS STEEL, SILICON BRONZE, OR COPPER. CONTRACTOR SHALL PROVIDE SHOP DRAWINGS FOR ARCHITECT'S REVIEW INDICATING THE EXTENT OF FIRE- RETARDANT-TREATED LUMBER PRIOR TO THE BEGINNING OF FRAMING. — [480, 267, 855, 333]
note-paragraph: 07 PROVIDE HEAD FLASHING OVER ALL DOOR AND WINDOW OPENINGS AT "WEATHER-EXPOSED" SURFACES. — [82, 643, 442, 663]
note-paragraph: 02 FRAMING TOLERANCES: A. ALL FRAMING MEMBERS ARE TO BE TRUE AND SQUARE, WITHOUT CHECKS OR SPLITS. WALL, FLOOR AND ROOF FRAMING IS TO BE PLUMB AND SQUARE, WITH VARIATIONS LESS THAN 1/8 INCH IN 10 FEET. WALL CORNERS ARE TO BE SQUARE, UNLESS NOTED OTHERWISE ON ARCHITECT'S DRAWINGS. B. HORIZONTALLY OR VERTICAL JOINTS BETWEEN MEMBERS ARE TO BE FLUSH, SQUARE, AND TIGHT. C. ALL FRAMING MEMBERS OR SHEATHING THAT ARE DAMAGED, OVER CUT, OR WITH OVERDRIVEN FASTENERS, ARE TO BE REPLACED. FINAL DETERMINATION WILL BE PER RECORD ENGINEER'S INSPECTION. D. FRAMING SURFACES INTENDED TO RECEIVE STRUCTURAL PANELS, WALLBOARD, OR CLADDING, ETC. ARE TO BE FLUSH. MEMBERS ARE TO BE WITHOUT SPLITS CHECKS OR WAYNE. THE MINIMUM STUD WIDTH, 2 INCH (NOMINAL). MAXIMUM FLOOR JOIST DEFLECTION IS NOT TO EXCEED 1:360, UNLESS NOTED OTHERWISE. PRIOR TO COVERING SUBSTRATE WITH UNDERLAYMENT, INSPECT AND REMOVE/CORRECT ANY PANELS THAT BOW OR SQUEAK. — [884, 899, 1272, 1010]
seal-top-text: LICENSED ARCHITECT — [1806, 474, 1902, 481]
note-paragraph: 03 THE CONTRACTOR SHALL ENSURE THAT EACH TRADE INSPECTS ALL WORK RELATED TO THEIR SCOPE OF WORK, REVIEWING ITS COMPLETENESS, REPORT FINDINGS, AND SHALL CERTIFY THAT THEY ACCEPT IT AS PROPER. COMMENCEMENT OF WORK EXPLICITLY INDICATES ACCEPTANCE OF THE SUBSTRATE FOR THE SUBSEQUENT WORK. NO CLAIM AGAINST PRIOR WORK SHALL BE MADE AFTER COMMENCEMENT OF SUBSEQUENT WORK. — [1293, 816, 1688, 862]
seal-line: REN. 8/31/2019 — [1837, 522, 1871, 527]
revisions-label: REVISIONS — [1783, 748, 1819, 755]
firm-service: Planning — [1785, 172, 1822, 183]
client-name: ARIN CAPITAL & — [1806, 679, 1902, 693]
note-paragraph: 03 ALL "WEATHER-EXPOSED" CONCRETE SURFACES ARE TO BE SLOPED TO DRAIN. WHERE A TOPPING SLAB IS TO BE PROVIDED, BOTH THE SUBSTRATE SLAB AND THE TOPPING SLAB ARE TO BE SLOPED TO DRAIN, U.N.O. REFER TO WATERPROOFING REQUIREMENTS AS INDICATED IN DIVISION 7.C. — [884, 762, 1269, 790]
seal-bottom-text: STATE OF CALIFORNIA — [1805, 551, 1903, 558]
firm-logo-block — [1773, 47, 1935, 236]
project-address: 8405 N. GLENOAKS BLVD. — [1783, 610, 1900, 637]
submittals-header: DESCRIPTION — [1879, 309, 1924, 316]
checked-by: WR/ RM — [1872, 857, 1905, 867]
revision-delta-icon — [1783, 771, 1793, 779]
sheet-number: A-9.0 — [1822, 1089, 1886, 1119]
notes-bar-letter: N — [1787, 240, 1806, 250]
submittal-label: BLD'G. DEPT.: — [1783, 337, 1826, 344]
drawn-by: STAFF — [1783, 857, 1810, 867]
division-heading: DIVISION 2.A: SOILS AND CIVIL ENGINEERING — [884, 359, 1059, 369]
note-paragraph: 10 ALL DISSIMILAR METALS SHALL BE EFFECTIVELY ISOLATED FROM EACH OTHER TO PREVENT MOLECULAR BREAKDOWN. THIS INCLUDES CONCRETE TO METAL FLASHING. — [82, 790, 438, 809]
note-paragraph: 01 ALL SOILS AND FOUNDATION WORK SHALL BE PERFORMED UNDER STRICT COMPLIANCE WITH RECOMMENDATIONS OF THE SOILS REPORT PREPARED BY THE GEOTECHNICAL ENGINEER OF RECORD. — [884, 377, 1247, 406]
sheet-field — [1777, 1060, 1931, 1150]
firm-service: Architecture — [1785, 161, 1836, 172]
scale-field — [1777, 970, 1931, 1000]
note-paragraph: 07 SUBCONTRACTOR COORDINATION: A. CONTRACTOR ACKNOWLEDGES ITS RESPONSIBILITY FOR THE INTER- COORDINATION OF ALL SUBCONTRACTORS AND THEIR WORK, FOR OBTAINING APPROVALS AND PERMITS FOR ALL SUBSTITUTIONS. B. THE CONTRACTOR WILL HOLD PRE-CONSTRUCTION MEETINGS, AND ADDITIONAL MEETINGS, AS REQUIRED, SO THAT ALL SUBCONTRACTORS WILL BE FAMILIARIZED WITH THE RELATED WORK OF OTHER TRADES INVOLVED. C. WHEN A CONFLICT ARISES BETWEEN THE REQUIREMENTS OF TWO OR MORE SUBCONTRACTORS, THE GENERAL CONTRACTOR AND SUBCONTRACTORS SHALL COORDINATE AMONG THEMSELVES TO RESOLVE THE CONFLICT IMMEDIATELY. D. IF ADDITIONAL OR DUPLICATE MATERIAL OR LABOR IS NECESSARY TO FACILITATE COORDINATION OR REMEDIAL WORK, IT SHALL BE PROVIDED AT NO ADDITIONAL COST OR DELAY OF COMPLETION TO THE OWNER. THE GENERAL CONTRACTOR SHALL NOTIFY THE ARCHITECT OF ANY SUCH CONFLICT IMMEDIATELY. E. THE ARCHITECT MAY ISSUE INFORMATION, AS TO WHICH ITEM IS MOST CRITICAL; THE NON-CRITICAL ITEM CAN THEN BE RELOCATED OR DUPLICATED. — [1293, 1026, 1692, 1138]
job-number: 16.439.00 — [1783, 925, 1925, 936]
note-paragraph: 09 THE CONTRACTOR SHALL PROVIDE ALL NECESSARY FURRING, SOFFITS, TRIM, BACKING AND/OR BLOCKING FOR ALL FLASHING, LIGHT FIXTURES, FIRE SPRINKLERS, EQUIPMENT, METERS, ELECTRICAL PANELS, IRRIGATION CONTROLLERS, TELEPHONE EQUIPMENT, SIGNS, HARDWARE AND ANY SIMILAR APPARATUS. IT IS THE CONTRACTOR'S RESPONSIBILITY TO REVIEW DOCUMENTS FROM ALL DISCIPLINES AND TO COORDINATE THE INSTALLATION OF THESE ITEMS. — [480, 607, 858, 654]
submittals-header: DATE — [1841, 309, 1859, 316]
division-heading: DIVISION 1.B: CONTRACTOR BIDDING AND COORDINATION — [1293, 540, 1519, 550]
division-heading: DIVISION 7.B: INSULATION — [480, 872, 581, 882]
note-paragraph: 01 THESE DRAWINGS DO NOT CONTAIN ALL THE INFORMATION NECESSARY FOR CONSTRUCTION OF A COMPLETELY OPERATIONAL BUILDING. IT IS THE RESPONSIBILITY OF THE CONTRACTOR TO USE ITS PROFESSIONAL SKILLS TO PROVIDE A COMPLETE, OPERATIONAL BUILDING. IF ANY ELEMENT(S) WHICH COULD BE REASONABLY CONSTRUED OR IMPLIED TO BE REQUIRED IN THE PROJECT, BUT IS NOT SHOWN HEREIN, THE CONTRACTOR SHALL INCLUDE SUCH ITEMS WITHIN ITS BID UNLESS SUCH ITEM IS EXPLICITLY EXCLUDED. IN THE EVENT THAT A BIDDER FOR THIS PROJECT BELIEVES THAT IT CANNOT DISCERN THE FULL EXTENT OF THE SCOPE OF WORK NECESSARY TO PROVIDE A COMPLETE OPERATIONAL BUILDING, RELATIVE TO ITS BID, THE BIDDER SHALL NOTIFY THE ARCHITECT BY WAY OF A "REQUEST FOR INFORMATION". THE ARCHITECT WILL ISSUE A RESPONSE TO CLARIFY THE REQUIREMENTS. — [1293, 558, 1688, 651]
project-city: SUN VALLEY, CALIFORNIA — [1824, 647, 1925, 656]
firm-name: LR/A ARCHITECTURE — [1785, 117, 1919, 156]
scale-value: AS SHOWN — [1783, 985, 1925, 996]
